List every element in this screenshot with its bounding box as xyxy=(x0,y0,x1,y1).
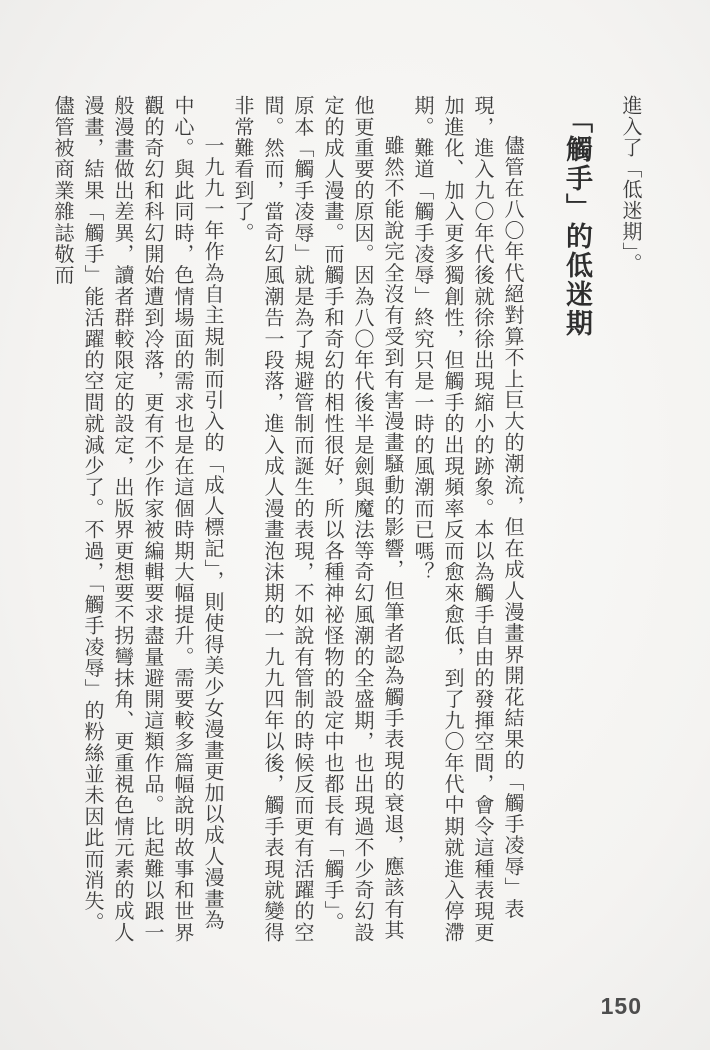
paragraph-2: 雖然不能說完全沒有受到有害漫畫騷動的影響，但筆者認為觸手表現的衰退，應該有其他更重要的原因。因為八〇年代後半是劍與魔法等奇幻風潮的全盛期，也出現過不少奇幻設定的成人漫畫。而觸手和奇幻的相性很好，所以各種神祕怪物的設定中也都長有「觸手」。原本「觸手凌辱」就是為了規避管制而誕生的表現，不如說有管制的時候反而更有活躍的空間。然而，當奇幻風潮告一段落，進入成人漫畫泡沫期的一九九四年以後，觸手表現就變得非常難看到了。 xyxy=(231,95,405,943)
paragraph-3: 一九九一年作為自主規制而引入的「成人標記」，則使得美少女漫畫更加以成人漫畫為中心。與此同時，色情場面的需求也是在這個時期大幅提升。需要較多篇幅說明故事和世界觀的奇幻和科幻開始遭到冷落，更有不少作家被編輯要求盡量避開這類作品。比起難以跟一般漫畫做出差異，讀者群較限定的設定，出版界更想要不拐彎抹角、更重視色情元素的成人漫畫，結果「觸手」能活躍的空間就減少了。不過，「觸手凌辱」的粉絲並未因此而消失。儘管被商業雜誌敬而 xyxy=(51,95,225,943)
paragraph-1: 儘管在八〇年代絕對算不上巨大的潮流，但在成人漫畫界開花結果的「觸手凌辱」表現，進入九〇年代後就徐徐出現縮小的跡象。本以為觸手自由的發揮空間，會令這種表現更加進化、加入更多獨創性，但觸手的出現頻率反而愈來愈低，到了九〇年代中期就進入停滯期。難道「觸手凌辱」終究只是一時的風潮而已嗎？ xyxy=(411,95,525,943)
section-heading: 「觸手」的低迷期 xyxy=(561,105,592,338)
article-text-block xyxy=(51,95,646,947)
page-number: 150 xyxy=(600,993,642,1019)
continuation-text: 進入了「低迷期」。 xyxy=(619,95,643,274)
